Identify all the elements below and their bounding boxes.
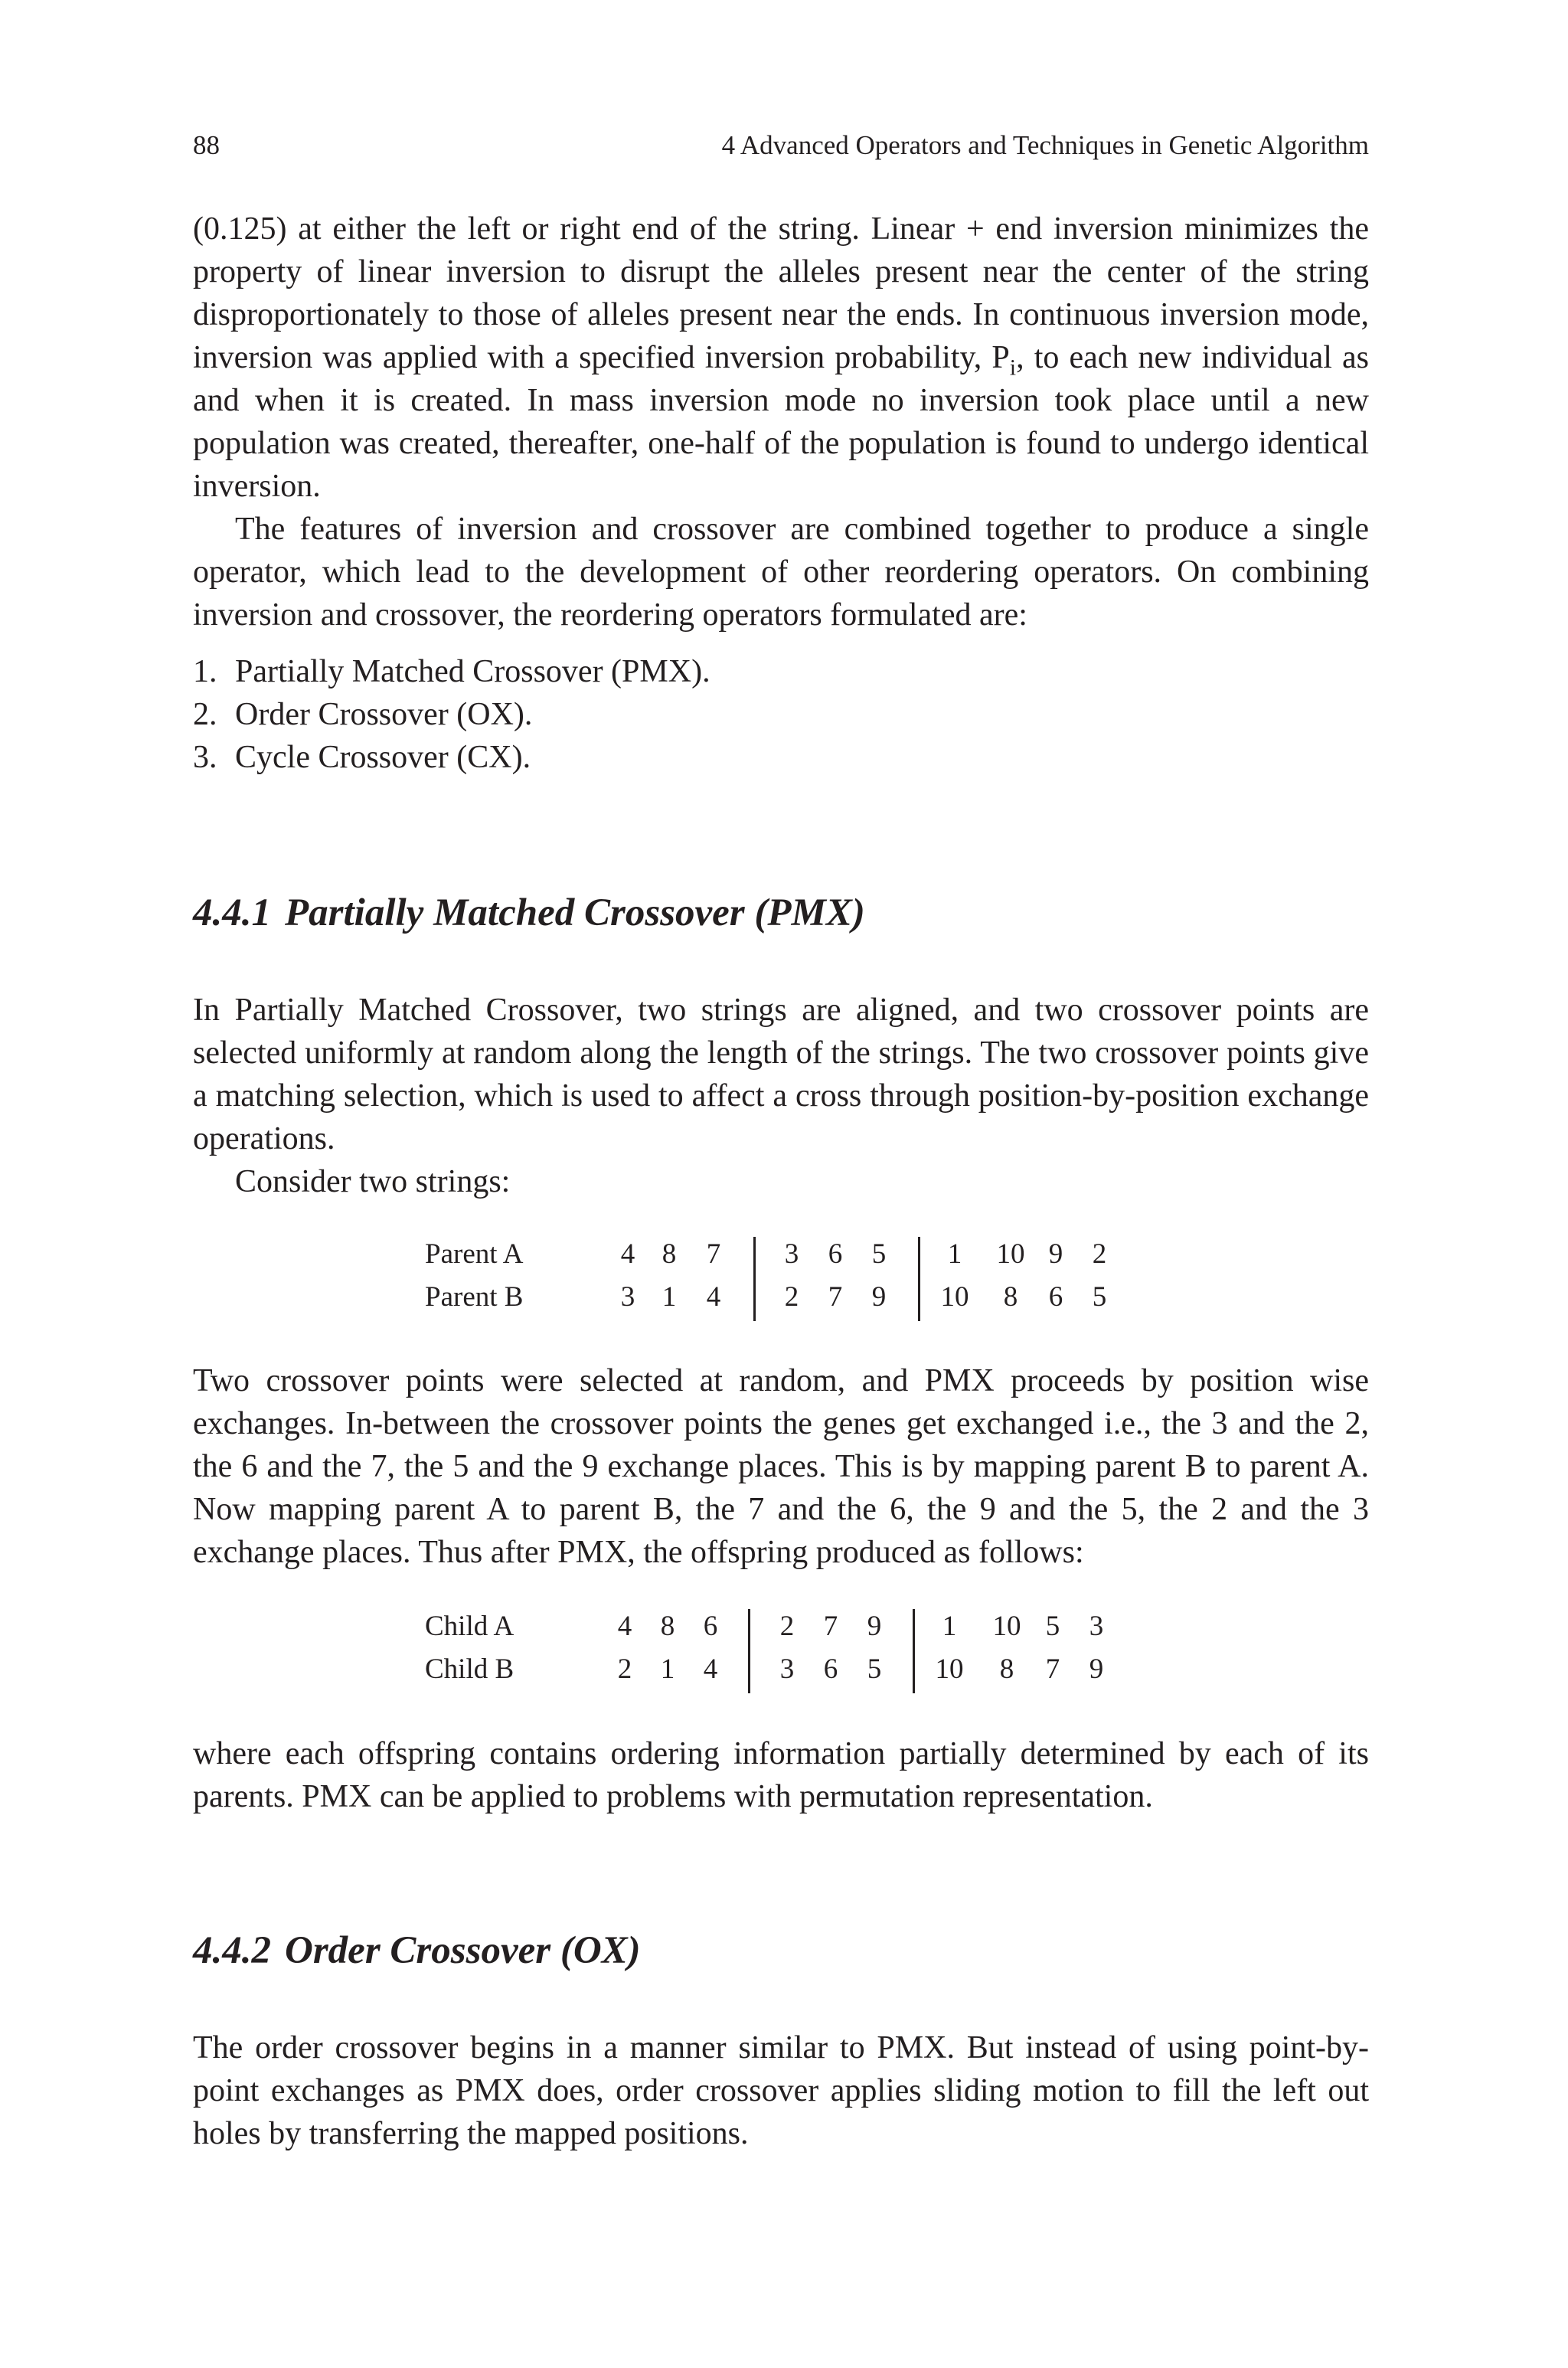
gene-cell: 7 bbox=[823, 1611, 838, 1642]
gene-cell: 5 bbox=[1045, 1611, 1060, 1642]
gene-cell: 3 bbox=[784, 1238, 799, 1270]
gene-cell: 8 bbox=[660, 1611, 675, 1642]
list-item: 1. Partially Matched Crossover (PMX). bbox=[193, 654, 710, 689]
gene-cell: 1 bbox=[662, 1281, 677, 1313]
paragraph-reordering-operators: The features of inversion and crossover are combined together to produce a single operator, which lead to the development of other reordering operators. On combining inversion and crossover, the reordering operators formulated are: bbox=[193, 512, 1369, 633]
gene-cell: 10 bbox=[996, 1238, 1025, 1270]
table-row bbox=[193, 1276, 1369, 1319]
gene-cell: 8 bbox=[662, 1238, 677, 1270]
parents-table bbox=[193, 1233, 1369, 1319]
gene-cell: 6 bbox=[1048, 1281, 1063, 1313]
chapter-title: 4 Advanced Operators and Techniques in Genetic Algorithm bbox=[721, 130, 1369, 160]
gene-cell: 3 bbox=[1089, 1611, 1104, 1642]
paragraph-offspring: where each offspring contains ordering information partially determined by each of its parents. PMX can be applied to problems with permutation representation. bbox=[193, 1736, 1369, 1814]
section-heading-ox: 4.4.2 Order Crossover (OX) bbox=[193, 1929, 641, 1972]
gene-cell: 8 bbox=[1003, 1281, 1018, 1313]
crossover-point-divider bbox=[918, 1237, 920, 1321]
paragraph-pmx-exchange: Two crossover points were selected at random, and PMX proceeds by position wise exchanges. In-between the crossover points the genes get exchanged i.e., the 3 and the 2, the 6 and the 7, the 5 and the 9 exchange places. This is by mapping parent B to parent A. Now mapping parent A to parent B, the 7 and the 6, the 9 and the 5, the 2 and the 3 exchange places. Thus after PMX, the offspring produced as follows: bbox=[193, 1363, 1369, 1570]
paragraph-consider-strings: Consider two strings: bbox=[235, 1164, 511, 1199]
section-heading-pmx: 4.4.1 Partially Matched Crossover (PMX) bbox=[193, 891, 865, 934]
gene-cell: 8 bbox=[999, 1653, 1014, 1685]
paragraph-pmx-description: In Partially Matched Crossover, two strings are aligned, and two crossover points are selected uniformly at random along the length of the strings. The two crossover points give a matching selection, which is used to affect a cross through position-by-position exchange operations. bbox=[193, 993, 1369, 1156]
gene-cell: 4 bbox=[706, 1281, 721, 1313]
gene-cell: 10 bbox=[992, 1611, 1021, 1642]
paragraph-inversion-modes bbox=[193, 208, 1369, 508]
gene-cell: 6 bbox=[823, 1653, 838, 1685]
gene-cell: 6 bbox=[828, 1238, 843, 1270]
row-label: Parent A bbox=[425, 1238, 524, 1270]
gene-cell: 4 bbox=[703, 1653, 718, 1685]
row-label: Child B bbox=[425, 1653, 514, 1685]
paragraph-order-crossover: The order crossover begins in a manner similar to PMX. But instead of using point-by-point exchanges as PMX does, order crossover applies sliding motion to fill the left out holes by transferring the mapped positions. bbox=[193, 2030, 1369, 2151]
crossover-point-divider bbox=[913, 1609, 915, 1693]
gene-cell: 4 bbox=[620, 1238, 635, 1270]
gene-cell: 2 bbox=[784, 1281, 799, 1313]
gene-cell: 1 bbox=[942, 1611, 957, 1642]
gene-cell: 3 bbox=[779, 1653, 795, 1685]
paragraph-text: (0.125) at either the left or right end of the string. Linear + end inversion minimizes the property of linear inversion to disrupt the alleles present near the center of the string disproportionately to those of alleles present near the ends. In continuous inversion mode, inversion was applied with a specified inversion probability, P bbox=[193, 211, 1369, 375]
subscript-i: i bbox=[1009, 355, 1017, 381]
crossover-point-divider bbox=[753, 1237, 756, 1321]
children-table bbox=[193, 1605, 1369, 1691]
list-item: 3. Cycle Crossover (CX). bbox=[193, 740, 531, 775]
gene-cell: 2 bbox=[779, 1611, 795, 1642]
gene-cell: 2 bbox=[1092, 1238, 1107, 1270]
gene-cell: 3 bbox=[620, 1281, 635, 1313]
gene-cell: 6 bbox=[703, 1611, 718, 1642]
gene-cell: 9 bbox=[871, 1281, 887, 1313]
gene-cell: 5 bbox=[867, 1653, 882, 1685]
row-label: Child A bbox=[425, 1611, 514, 1642]
running-head bbox=[193, 127, 1369, 164]
gene-cell: 10 bbox=[935, 1653, 964, 1685]
table-row bbox=[193, 1648, 1369, 1691]
paragraph-text-continued: , to each new individual as and when it is created. In mass inversion mode no inversion took place until a new population was created, thereafter, one-half of the population is found to undergo identical inversion. bbox=[193, 340, 1369, 504]
gene-cell: 7 bbox=[1045, 1653, 1060, 1685]
operator-list bbox=[193, 650, 1369, 779]
gene-cell: 5 bbox=[871, 1238, 887, 1270]
table-row bbox=[193, 1605, 1369, 1648]
page-number: 88 bbox=[193, 130, 220, 160]
gene-cell: 7 bbox=[828, 1281, 843, 1313]
list-item: 2. Order Crossover (OX). bbox=[193, 697, 533, 732]
gene-cell: 1 bbox=[947, 1238, 962, 1270]
gene-cell: 9 bbox=[1048, 1238, 1063, 1270]
book-page bbox=[193, 0, 1369, 2368]
gene-cell: 4 bbox=[617, 1611, 632, 1642]
row-label: Parent B bbox=[425, 1281, 524, 1313]
gene-cell: 2 bbox=[617, 1653, 632, 1685]
gene-cell: 5 bbox=[1092, 1281, 1107, 1313]
gene-cell: 10 bbox=[940, 1281, 969, 1313]
gene-cell: 9 bbox=[867, 1611, 882, 1642]
crossover-point-divider bbox=[748, 1609, 750, 1693]
table-row bbox=[193, 1233, 1369, 1276]
gene-cell: 7 bbox=[706, 1238, 721, 1270]
gene-cell: 1 bbox=[660, 1653, 675, 1685]
gene-cell: 9 bbox=[1089, 1653, 1104, 1685]
